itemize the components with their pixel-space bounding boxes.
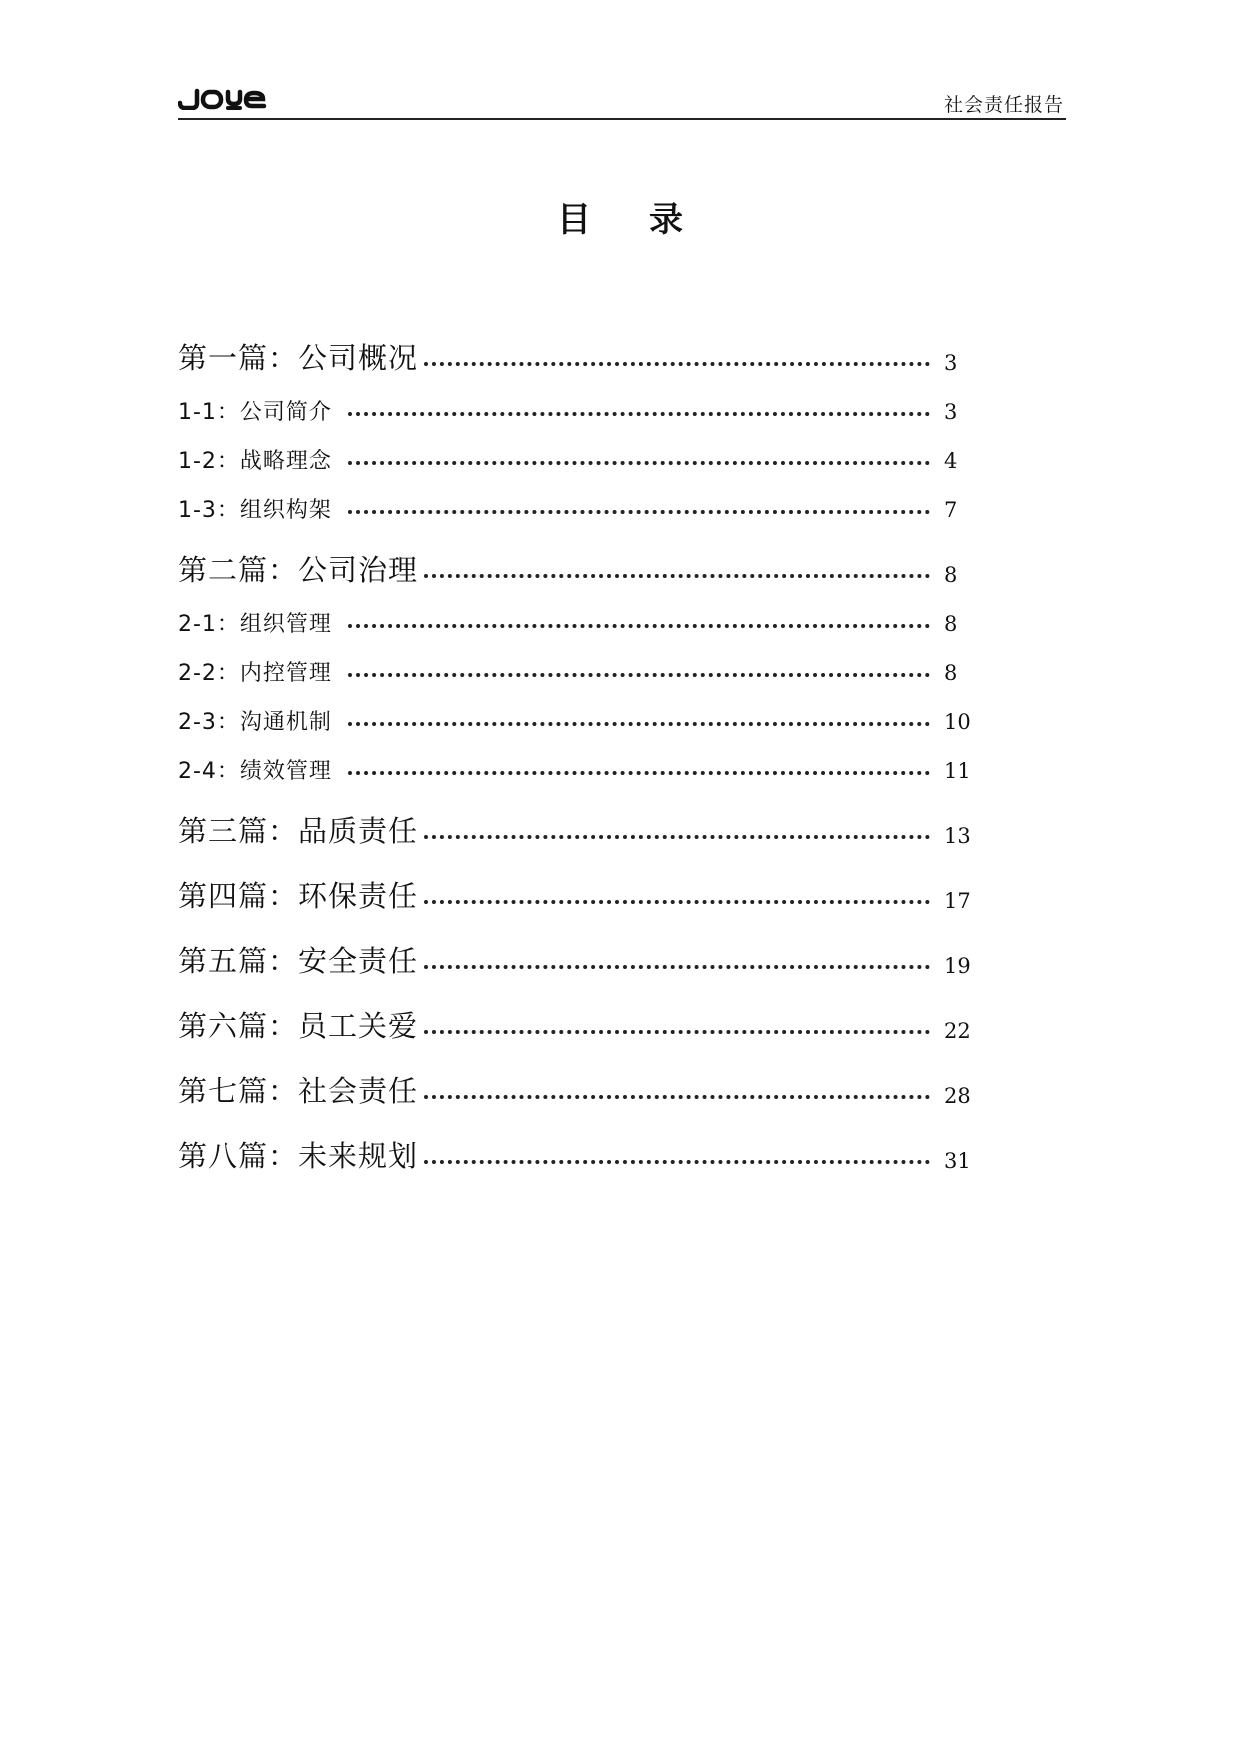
toc-entry-label: 第七篇：社会责任	[178, 1074, 419, 1108]
toc-chapter-entry[interactable]	[178, 986, 990, 1051]
toc-page-number: 4	[944, 449, 958, 473]
toc-entry-label: 2-3：沟通机制	[178, 710, 332, 735]
toc-chapter-entry[interactable]	[178, 791, 990, 856]
toc-entry-label: 第三篇：品质责任	[178, 814, 419, 848]
toc-page-number: 8	[944, 563, 958, 587]
joye-logo	[178, 88, 268, 110]
toc-dot-leader	[348, 624, 930, 628]
toc-section-entry[interactable]	[178, 693, 990, 742]
toc-page-number: 11	[944, 759, 971, 783]
toc-dot-leader	[424, 965, 930, 969]
toc-entry-label: 第五篇：安全责任	[178, 944, 419, 978]
toc-dot-leader	[424, 1030, 930, 1034]
toc-section-entry[interactable]	[178, 595, 990, 644]
toc-chapter-entry[interactable]	[178, 318, 990, 383]
toc-entry-label: 第二篇：公司治理	[178, 553, 419, 587]
toc-page-number: 8	[944, 661, 958, 685]
toc-dot-leader	[348, 461, 930, 465]
toc-section-entry[interactable]	[178, 383, 990, 432]
toc-dot-leader	[424, 835, 930, 839]
toc-chapter-entry[interactable]	[178, 1051, 990, 1116]
toc-page-number: 3	[944, 351, 958, 375]
page-header	[178, 84, 1066, 120]
toc-page-number: 31	[944, 1149, 971, 1173]
toc-page-number: 3	[944, 400, 958, 424]
toc-chapter-entry[interactable]	[178, 856, 990, 921]
toc-section-entry[interactable]	[178, 432, 990, 481]
toc-dot-leader	[348, 412, 930, 416]
toc-chapter-entry[interactable]	[178, 1116, 990, 1181]
toc-dot-leader	[348, 673, 930, 677]
toc-section-entry[interactable]	[178, 481, 990, 530]
toc-entry-label: 第六篇：员工关爱	[178, 1009, 419, 1043]
toc-dot-leader	[424, 900, 930, 904]
toc-chapter-entry[interactable]	[178, 530, 990, 595]
toc-dot-leader	[348, 510, 930, 514]
toc-dot-leader	[424, 1095, 930, 1099]
toc-entry-label: 1-3：组织构架	[178, 498, 332, 523]
toc-dot-leader	[348, 722, 930, 726]
toc-page-number: 8	[944, 612, 958, 636]
toc-entry-label: 第四篇：环保责任	[178, 879, 419, 913]
toc-dot-leader	[424, 574, 930, 578]
toc-page-number: 7	[944, 498, 958, 522]
toc-entry-label: 2-2：内控管理	[178, 661, 332, 686]
report-title: 社会责任报告	[943, 94, 1064, 116]
toc-dot-leader	[424, 1160, 930, 1164]
toc-section-entry[interactable]	[178, 644, 990, 693]
toc-section-entry[interactable]	[178, 742, 990, 791]
toc-entry-label: 2-4：绩效管理	[178, 759, 332, 784]
toc-page-number: 10	[944, 710, 971, 734]
toc-entry-label: 第一篇：公司概况	[178, 341, 419, 375]
toc-title: 目录	[557, 200, 741, 240]
toc-dot-leader	[348, 771, 930, 775]
toc-page-number: 22	[944, 1019, 971, 1043]
toc-entry-label: 1-1：公司简介	[178, 400, 332, 425]
toc-page-number: 17	[944, 889, 971, 913]
toc-page-number: 28	[944, 1084, 971, 1108]
toc-dot-leader	[424, 362, 930, 366]
toc-entry-label: 2-1：组织管理	[178, 612, 332, 637]
toc-entry-label: 第八篇：未来规划	[178, 1139, 419, 1173]
toc-chapter-entry[interactable]	[178, 921, 990, 986]
toc-entry-label: 1-2：战略理念	[178, 449, 332, 474]
table-of-contents	[178, 318, 990, 1181]
toc-page-number: 19	[944, 954, 971, 978]
toc-page-number: 13	[944, 824, 971, 848]
